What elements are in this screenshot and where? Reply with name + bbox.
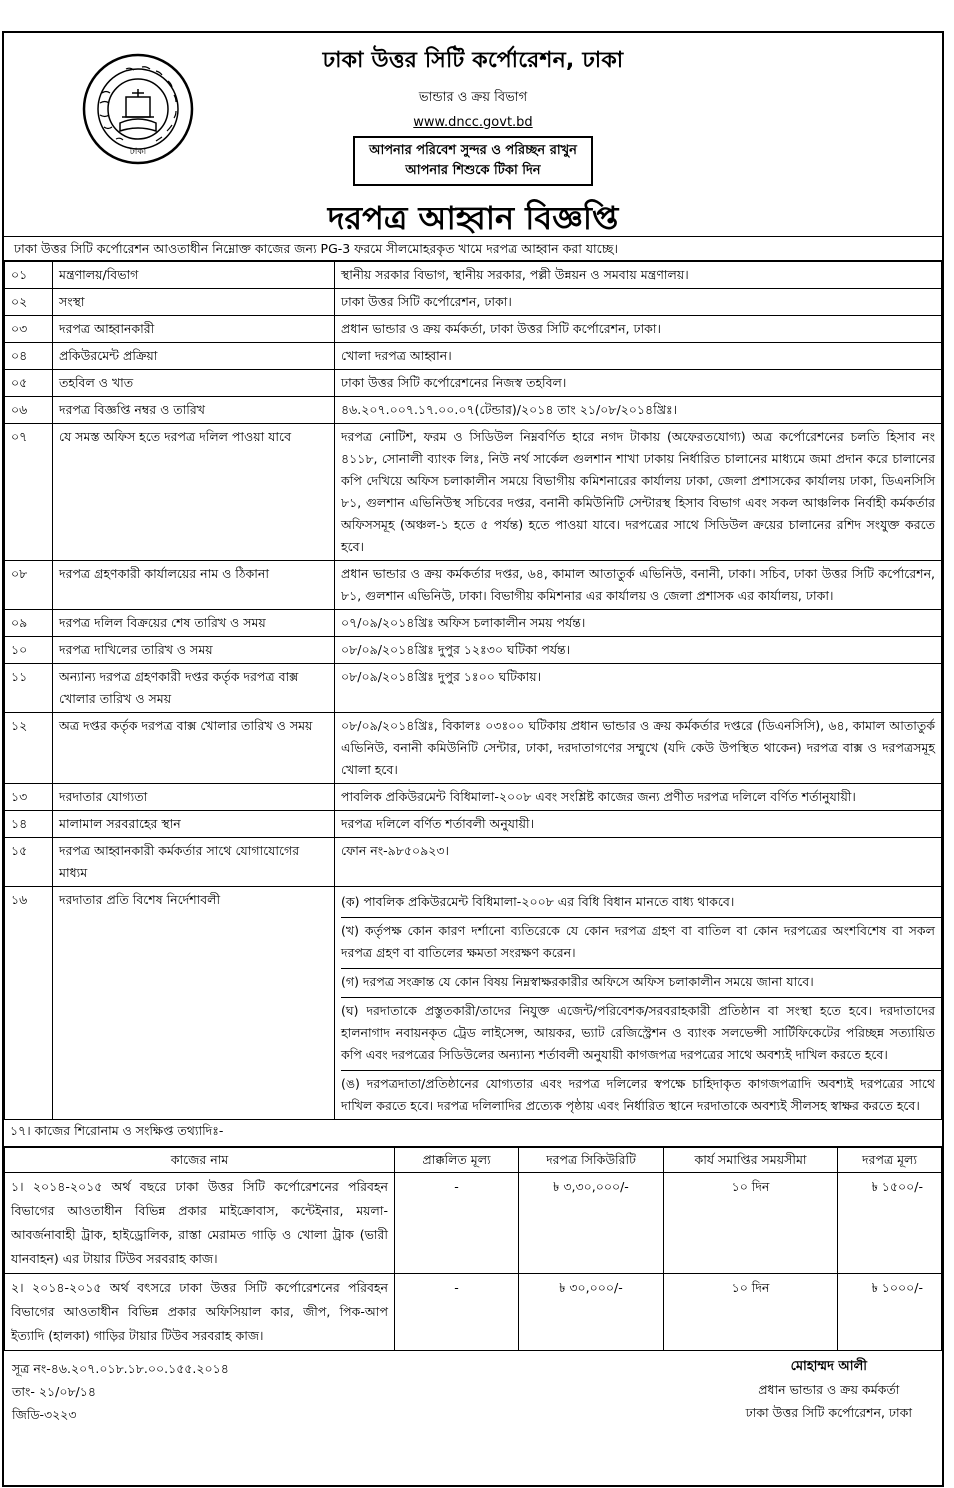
table-row [5, 887, 942, 1120]
works-header-row [5, 1148, 942, 1173]
table-row [5, 637, 942, 664]
work-name: ২। ২০১৪-২০১৫ অর্থ বৎসরে ঢাকা উত্তর সিটি কর্পোরেশনের পরিবহন বিভাগের আওতাধীন বিভিন্ন প্রকার অফিসিয়াল কার, জীপ, পিক-আপ ইত্যাদি (হালকা) গাড়ির টায়ার টিউব সরবরাহ কাজ। [5, 1274, 395, 1351]
row-serial: ১০ [5, 637, 53, 664]
instruction-item: (ক) পাবলিক প্রকিউরমেন্ট বিধিমালা-২০০৮ এর বিধি বিধান মানতে বাধ্য থাকবে। [341, 889, 941, 918]
row-serial: ১৬ [5, 887, 53, 1120]
row-serial: ০৯ [5, 610, 53, 637]
table-row [5, 424, 942, 561]
row-label: দরদাতার যোগ্যতা [53, 784, 335, 811]
work-name: ১। ২০১৪-২০১৫ অর্থ বছরে ঢাকা উত্তর সিটি কর্পোরেশনের পরিবহন বিভাগের আওতাধীন বিভিন্ন প্রকার মাইক্রোবাস, কন্টেইনার, ময়লা-আবর্জনাবাহী ট্রাক, হাইড্রোলিক, রাস্তা মেরামত গাড়ি ও খোলা ট্রাক (ভারী যানবাহন) এর টায়ার টিউব সরবরাহ কাজ। [5, 1173, 395, 1274]
special-instructions [335, 887, 942, 1120]
table-row [5, 289, 942, 316]
row-label: দরপত্র বিজ্ঞপ্তি নম্বর ও তারিখ [53, 397, 335, 424]
slogan-line-2: আপনার শিশুকে টিকা দিন [405, 163, 541, 178]
table-row [5, 784, 942, 811]
works-table [4, 1147, 942, 1351]
row-serial: ১৫ [5, 838, 53, 887]
reference-number: সূত্র নং-৪৬.২০৭.০১৮.১৮.০০.১৫৫.২০১৪ [12, 1361, 229, 1376]
table-row [5, 610, 942, 637]
row-label: অন্যান্য দরপত্র গ্রহণকারী দপ্তর কর্তৃক দরপত্র বাক্স খোলার তারিখ ও সময় [53, 664, 335, 713]
row-value: দরপত্র নোটিশ, ফরম ও সিডিউল নিম্নবর্ণিত হারে নগদ টাকায় (অফেরতযোগ্য) অত্র কর্পোরেশনের চলতি হিসাব নং ৪১১৮, সোনালী ব্যাংক লিঃ, নিউ নর্থ সার্কেল গুলশান শাখা ঢাকায় নির্ধারিত চালানের মাধ্যমে জমা প্রদান করে চালানের কপি দেখিয়ে অফিস চলাকালীন সময়ে বিভাগীয় কমিশনারের কার্যালয় ঢাকা, জেলা প্রশাসকের কার্যালয় ঢাকা, ডিএনসিসি ৮১, গুলশান এভিনিউস্থ সচিবের দপ্তর, বনানী কমিউনিটি সেন্টারস্থ হিসাব বিভাগ এবং সকল আঞ্চলিক নির্বাহী কর্মকর্তার অফিসসমূহ (অঞ্চল-১ হতে ৫ পর্যন্ত) হতে পাওয়া যাবে। দরপত্রের সাথে সিডিউল ক্রয়ের চালানের রশিদ সংযুক্ত করতে হবে। [335, 424, 942, 561]
work-price: ৳ ১৫০০/- [838, 1173, 942, 1274]
signature-block [746, 1355, 912, 1424]
website-link[interactable]: www.dncc.govt.bd [413, 115, 533, 130]
row-value: ৪৬.২০৭.০০৭.১৭.০০.০৭(টেন্ডার)/২০১৪ তাং ২১/০৮/২০১৪খ্রিঃ। [335, 397, 942, 424]
table-row [5, 811, 942, 838]
work-price: ৳ ১০০০/- [838, 1274, 942, 1351]
row-value: ০৭/০৯/২০১৪খ্রিঃ অফিস চলাকালীন সময় পর্যন্ত। [335, 610, 942, 637]
table-row [5, 343, 942, 370]
row-value: ফোন নং-৯৮৫০৯২৩। [335, 838, 942, 887]
instruction-item: (খ) কর্তৃপক্ষ কোন কারণ দর্শানো ব্যতিরেকে যে কোন দরপত্র গ্রহণ বা বাতিল বা কোন দরপত্রের অংশবিশেষ বা সকল দরপত্র গ্রহণ বা বাতিলের ক্ষমতা সংরক্ষণ করেন। [341, 918, 941, 969]
tender-notice-page [2, 31, 944, 1487]
row-serial: ০১ [5, 262, 53, 289]
row-value: ০৮/০৯/২০১৪খ্রিঃ দুপুর ১ঃ০০ ঘটিকায়। [335, 664, 942, 713]
row-label: মন্ত্রণালয়/বিভাগ [53, 262, 335, 289]
notice-footer [4, 1351, 942, 1431]
row-label: দরপত্র গ্রহণকারী কার্যালয়ের নাম ও ঠিকানা [53, 561, 335, 610]
col-header-security: দরপত্র সিকিউরিটি [519, 1148, 664, 1173]
works-heading: ১৭। কাজের শিরোনাম ও সংক্ষিপ্ত তথ্যাদিঃ- [4, 1120, 942, 1147]
table-row [5, 1173, 942, 1274]
row-serial: ০৪ [5, 343, 53, 370]
row-label: অত্র দপ্তর কর্তৃক দরপত্র বাক্স খোলার তারিখ ও সময় [53, 713, 335, 784]
row-value: ঢাকা উত্তর সিটি কর্পোরেশন, ঢাকা। [335, 289, 942, 316]
row-serial: ০৮ [5, 561, 53, 610]
row-label: দরপত্র দলিল বিক্রয়ের শেষ তারিখ ও সময় [53, 610, 335, 637]
table-row [5, 838, 942, 887]
row-serial: ০৫ [5, 370, 53, 397]
row-label: প্রকিউরমেন্ট প্রক্রিয়া [53, 343, 335, 370]
row-value: স্থানীয় সরকার বিভাগ, স্থানীয় সরকার, পল্লী উন্নয়ন ও সমবায় মন্ত্রণালয়। [335, 262, 942, 289]
work-security: ৳ ৩,৩০,০০০/- [519, 1173, 664, 1274]
slogan-box [353, 136, 593, 186]
table-row [5, 370, 942, 397]
instruction-item: (ঙ) দরপত্রদাতা/প্রতিষ্ঠানের যোগ্যতার এবং দরপত্র দলিলের স্বপক্ষে চাহিদাকৃত কাগজপত্রাদি অবশ্যই দরপত্রের সাথে দাখিল করতে হবে। দরপত্র দলিলাদির প্রত্যেক পৃষ্ঠায় এবং নির্ধারিত স্থানে দরদাতাকে অবশ্যই সীলসহ স্বাক্ষর করতে হবে। [341, 1076, 935, 1113]
row-serial: ১১ [5, 664, 53, 713]
intro-text: ঢাকা উত্তর সিটি কর্পোরেশন আওতাধীন নিম্নোক্ত কাজের জন্য PG-3 ফরমে সীলমোহরকৃত খামে দরপত্র আহ্বান করা যাচ্ছে। [4, 236, 942, 261]
row-label: দরপত্র আহ্বানকারী [53, 316, 335, 343]
table-row [5, 561, 942, 610]
row-label: মালামাল সরবরাহের স্থান [53, 811, 335, 838]
col-header-price: দরপত্র মূল্য [838, 1148, 942, 1173]
row-serial: ০৭ [5, 424, 53, 561]
table-row [5, 316, 942, 343]
row-serial: ১৩ [5, 784, 53, 811]
signer-name: মোহাম্মদ আলী [790, 1359, 868, 1374]
table-row [5, 397, 942, 424]
table-row [5, 664, 942, 713]
work-duration: ১০ দিন [664, 1274, 838, 1351]
row-label: দরপত্র দাখিলের তারিখ ও সময় [53, 637, 335, 664]
row-label: তহবিল ও খাত [53, 370, 335, 397]
row-value: ০৮/০৯/২০১৪খ্রিঃ দুপুর ১২ঃ৩০ ঘটিকা পর্যন্ত। [335, 637, 942, 664]
work-duration: ১০ দিন [664, 1173, 838, 1274]
col-header-duration: কার্য সমাপ্তির সময়সীমা [664, 1148, 838, 1173]
slogan-line-1: আপনার পরিবেশ সুন্দর ও পরিচ্ছন রাখুন [369, 143, 577, 158]
col-header-work-name: কাজের নাম [5, 1148, 395, 1173]
row-value: প্রধান ভান্ডার ও ক্রয় কর্মকর্তা, ঢাকা উত্তর সিটি কর্পোরেশন, ঢাকা। [335, 316, 942, 343]
signer-title: প্রধান ভান্ডার ও ক্রয় কর্মকর্তা [758, 1382, 900, 1397]
row-value: ঢাকা উত্তর সিটি কর্পোরেশনের নিজস্ব তহবিল। [335, 370, 942, 397]
reference-block [12, 1357, 229, 1426]
row-serial: ১৪ [5, 811, 53, 838]
instruction-item: (গ) দরপত্র সংক্রান্ত যে কোন বিষয় নিম্নস্বাক্ষরকারীর অফিসে অফিস চলাকালীন সময়ে জানা যাবে। [341, 969, 941, 998]
tender-info-table [4, 261, 942, 1120]
table-row [5, 262, 942, 289]
row-label: দরদাতার প্রতি বিশেষ নির্দেশাবলী [53, 887, 335, 1120]
reference-date: তাং- ২১/০৮/১৪ [12, 1384, 96, 1399]
row-serial: ১২ [5, 713, 53, 784]
row-serial: ০৬ [5, 397, 53, 424]
work-estimate: - [395, 1274, 519, 1351]
col-header-estimate: প্রাক্কলিত মূল্য [395, 1148, 519, 1173]
row-label: দরপত্র আহ্বানকারী কর্মকর্তার সাথে যোগাযোগের মাধ্যম [53, 838, 335, 887]
signer-org: ঢাকা উত্তর সিটি কর্পোরেশন, ঢাকা [745, 1405, 912, 1420]
gd-number: জিডি-৩২২৩ [12, 1407, 77, 1422]
department-name: ভান্ডার ও ক্রয় বিভাগ [418, 90, 528, 105]
notice-title: দরপত্র আহ্বান বিজ্ঞপ্তি [327, 199, 619, 237]
row-label: সংস্থা [53, 289, 335, 316]
row-value: খোলা দরপত্র আহ্বান। [335, 343, 942, 370]
org-title: ঢাকা উত্তর সিটি কর্পোরেশন, ঢাকা [322, 48, 624, 73]
row-value: ০৮/০৯/২০১৪খ্রিঃ, বিকালঃ ০৩ঃ০০ ঘটিকায় প্রধান ভান্ডার ও ক্রয় কর্মকর্তার দপ্তরে (ডিএনসিসি), ৬৪, কামাল আতাতুর্ক এভিনিউ, বনানী কমিউনিটি সেন্টার, ঢাকা, দরদাতাগণের সম্মুখে (যদি কেউ উপস্থিত থাকেন) দরপত্র বাক্স ও দরপত্রসমূহ খোলা হবে। [335, 713, 942, 784]
row-value: প্রধান ভান্ডার ও ক্রয় কর্মকর্তার দপ্তর, ৬৪, কামাল আতাতুর্ক এভিনিউ, বনানী, ঢাকা। সচিব, ঢাকা উত্তর সিটি কর্পোরেশন, ৮১, গুলশান এভিনিউ, ঢাকা। বিভাগীয় কমিশনার এর কার্যালয় ও জেলা প্রশাসক এর কার্যালয়, ঢাকা। [335, 561, 942, 610]
work-security: ৳ ৩০,০০০/- [519, 1274, 664, 1351]
row-value: দরপত্র দলিলে বর্ণিত শর্তাবলী অনুযায়ী। [335, 811, 942, 838]
work-estimate: - [395, 1173, 519, 1274]
row-serial: ০২ [5, 289, 53, 316]
row-serial: ০৩ [5, 316, 53, 343]
instruction-item: (ঘ) দরদাতাকে প্রস্তুতকারী/তাদের নিযুক্ত এজেন্ট/পরিবেশক/সরবরাহকারী প্রতিষ্ঠান বা সংস্থা হতে হবে। দরদাতাদের হালনাগাদ নবায়নকৃত ট্রেড লাইসেন্স, আয়কর, ভ্যাট রেজিস্ট্রেশন ও ব্যাংক সলভেন্সী সার্টিফিকেটের পরিচ্ছন্ন সত্যায়িত কপি এবং দরপত্রের সিডিউলের অন্যান্য শর্তাবলী অনুযায়ী কাগজপত্র দরপত্রের সাথে অবশ্যই দাখিল করতে হবে। [341, 998, 941, 1071]
seal-bottom-text: ঢাকা [129, 147, 147, 157]
row-value: পাবলিক প্রকিউরমেন্ট বিধিমালা-২০০৮ এবং সংশ্লিষ্ট কাজের জন্য প্রণীত দরপত্র দলিলে বর্ণিত শর্তানুযায়ী। [335, 784, 942, 811]
notice-header [4, 33, 942, 237]
row-label: যে সমস্ত অফিস হতে দরপত্র দলিল পাওয়া যাবে [53, 424, 335, 561]
table-row [5, 1274, 942, 1351]
table-row [5, 713, 942, 784]
